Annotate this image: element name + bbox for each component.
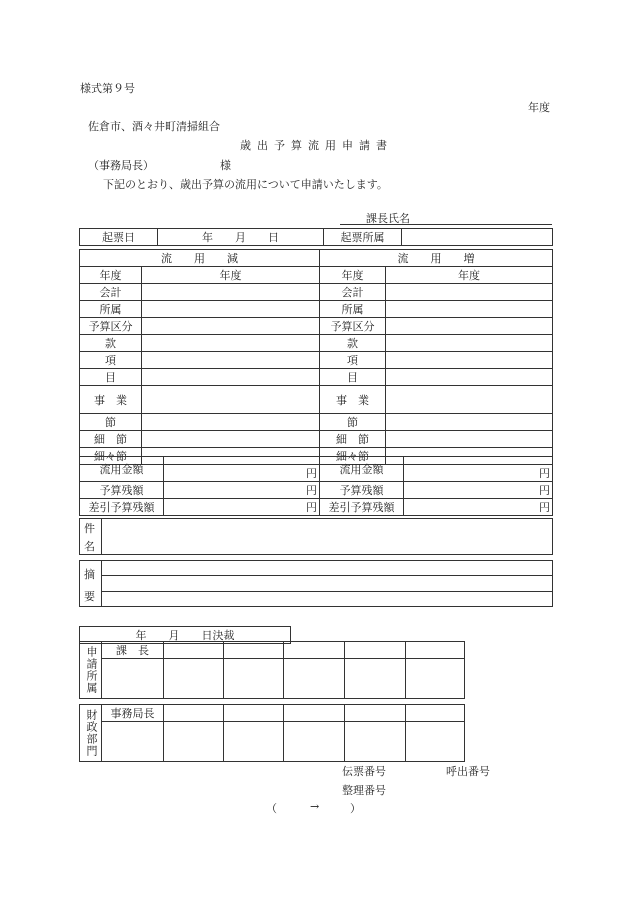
applicant-stamp-2[interactable] xyxy=(224,642,284,659)
applicant-stamp-4[interactable] xyxy=(345,642,406,659)
increase-year-field[interactable]: 年度 xyxy=(386,267,553,284)
decrease-dept-field[interactable] xyxy=(142,301,320,318)
decrease-net-balance-field[interactable]: 円 xyxy=(164,499,320,516)
finance-dept-label: 財政部門 xyxy=(85,709,98,757)
decrease-project-field[interactable] xyxy=(142,386,320,414)
fiscal-year-label: 年度 xyxy=(528,101,550,114)
increase-sub-setsu-field[interactable] xyxy=(386,431,553,448)
increase-dept-label: 所属 xyxy=(320,301,386,318)
decrease-kan-label: 款 xyxy=(80,335,142,352)
range-arrow: → xyxy=(310,800,320,813)
range-close-paren: ） xyxy=(350,802,361,815)
increase-budget-balance-field[interactable]: 円 xyxy=(404,482,553,499)
applicant-approval-table xyxy=(79,641,465,699)
decrease-sub-setsu-field[interactable] xyxy=(142,431,320,448)
draft-dept-label: 起票所属 xyxy=(324,229,402,246)
bureau-chief-stamp[interactable] xyxy=(102,722,164,762)
decrease-transfer-amount-field[interactable]: 円 xyxy=(164,457,320,482)
increase-subsub-setsu-label: 細々節 xyxy=(320,448,386,465)
decrease-year-label: 年度 xyxy=(80,267,142,284)
decrease-budget-class-field[interactable] xyxy=(142,318,320,335)
increase-budget-class-label: 予算区分 xyxy=(320,318,386,335)
increase-setsu-field[interactable] xyxy=(386,414,553,431)
applicant-stamp-1[interactable] xyxy=(164,642,224,659)
finance-seal-3[interactable] xyxy=(284,722,345,762)
increase-project-field[interactable] xyxy=(386,386,553,414)
increase-account-label: 会計 xyxy=(320,284,386,301)
increase-moku-field[interactable] xyxy=(386,369,553,386)
subject-divider xyxy=(101,518,102,555)
applicant-seal-2[interactable] xyxy=(224,659,284,699)
decrease-account-label: 会計 xyxy=(80,284,142,301)
draft-date-field[interactable]: 年 月 日 xyxy=(158,229,324,246)
increase-net-balance-label: 差引予算残額 xyxy=(320,499,404,516)
increase-project-label: 事 業 xyxy=(320,386,386,414)
increase-account-field[interactable] xyxy=(386,284,553,301)
voucher-number-label: 伝票番号 xyxy=(342,765,386,778)
applicant-seal-5[interactable] xyxy=(406,659,465,699)
section-chief-stamp[interactable] xyxy=(102,659,164,699)
decrease-budget-balance-label: 予算残額 xyxy=(80,482,164,499)
increase-transfer-amount-field[interactable]: 円 xyxy=(404,457,553,482)
increase-moku-label: 目 xyxy=(320,369,386,386)
increase-header: 流 用 増 xyxy=(320,250,553,267)
decrease-header: 流 用 減 xyxy=(80,250,320,267)
summary-label-2: 要 xyxy=(84,590,95,603)
organization-name: 佐倉市、酒々井町清掃組合 xyxy=(88,120,220,133)
decrease-project-label: 事 業 xyxy=(80,386,142,414)
increase-budget-balance-label: 予算残額 xyxy=(320,482,404,499)
increase-year-label: 年度 xyxy=(320,267,386,284)
decrease-setsu-label: 節 xyxy=(80,414,142,431)
finance-seal-4[interactable] xyxy=(345,722,406,762)
finance-seal-2[interactable] xyxy=(224,722,284,762)
increase-budget-class-field[interactable] xyxy=(386,318,553,335)
call-number-label: 呼出番号 xyxy=(446,765,490,778)
decrease-transfer-amount-label: 流用金額 xyxy=(80,457,164,482)
decrease-setsu-field[interactable] xyxy=(142,414,320,431)
summary-divider xyxy=(101,560,102,607)
finance-stamp-1[interactable] xyxy=(164,705,224,722)
transfer-table xyxy=(79,249,553,465)
increase-kou-label: 項 xyxy=(320,352,386,369)
finance-stamp-4[interactable] xyxy=(345,705,406,722)
increase-kan-label: 款 xyxy=(320,335,386,352)
applicant-seal-3[interactable] xyxy=(284,659,345,699)
document-title: 歳出予算流用申請書 xyxy=(240,139,393,152)
decrease-account-field[interactable] xyxy=(142,284,320,301)
increase-sub-setsu-label: 細 節 xyxy=(320,431,386,448)
decrease-budget-class-label: 予算区分 xyxy=(80,318,142,335)
applicant-seal-4[interactable] xyxy=(345,659,406,699)
decrease-net-balance-label: 差引予算残額 xyxy=(80,499,164,516)
increase-kou-field[interactable] xyxy=(386,352,553,369)
applicant-seal-1[interactable] xyxy=(164,659,224,699)
applicant-dept-label: 申請所属 xyxy=(85,646,98,694)
finance-seal-5[interactable] xyxy=(406,722,465,762)
decrease-year-field[interactable]: 年度 xyxy=(142,267,320,284)
finance-seal-1[interactable] xyxy=(164,722,224,762)
decrease-subsub-setsu-label: 細々節 xyxy=(80,448,142,465)
applicant-stamp-3[interactable] xyxy=(284,642,345,659)
applicant-stamp-5[interactable] xyxy=(406,642,465,659)
decrease-budget-balance-field[interactable]: 円 xyxy=(164,482,320,499)
subject-field[interactable] xyxy=(104,520,550,553)
increase-transfer-amount-label: 流用金額 xyxy=(320,457,404,482)
summary-label-1: 摘 xyxy=(84,568,95,581)
amount-table xyxy=(79,456,553,516)
decrease-kou-label: 項 xyxy=(80,352,142,369)
draft-info-table xyxy=(79,228,553,246)
finance-stamp-5[interactable] xyxy=(406,705,465,722)
subject-label-2: 名 xyxy=(84,540,95,553)
decrease-moku-field[interactable] xyxy=(142,369,320,386)
increase-dept-field[interactable] xyxy=(386,301,553,318)
finance-stamp-3[interactable] xyxy=(284,705,345,722)
honorific: 様 xyxy=(220,159,231,172)
draft-date-label: 起票日 xyxy=(80,229,158,246)
form-number: 様式第９号 xyxy=(80,82,135,95)
finance-stamp-2[interactable] xyxy=(224,705,284,722)
finance-approval-table xyxy=(79,704,465,762)
subject-label-1: 件 xyxy=(84,522,95,535)
decision-date: 年 月 日決裁 xyxy=(80,627,291,644)
range-open-paren: （ xyxy=(266,802,277,815)
intro-text: 下記のとおり、歳出予算の流用について申請いたします。 xyxy=(103,178,388,191)
addressee: （事務局長） xyxy=(88,159,154,172)
decrease-kan-field[interactable] xyxy=(142,335,320,352)
decrease-sub-setsu-label: 細 節 xyxy=(80,431,142,448)
draft-dept-field[interactable] xyxy=(402,229,553,246)
reference-number-label: 整理番号 xyxy=(342,784,386,797)
summary-field[interactable] xyxy=(104,562,550,605)
decrease-kou-field[interactable] xyxy=(142,352,320,369)
increase-net-balance-field[interactable]: 円 xyxy=(404,499,553,516)
bureau-chief-label: 事務局長 xyxy=(102,705,164,722)
section-chief-label: 課 長 xyxy=(102,642,164,659)
manager-name-line xyxy=(340,224,552,225)
increase-setsu-label: 節 xyxy=(320,414,386,431)
increase-kan-field[interactable] xyxy=(386,335,553,352)
manager-name-label: 課長氏名 xyxy=(366,212,410,225)
decrease-moku-label: 目 xyxy=(80,369,142,386)
decrease-dept-label: 所属 xyxy=(80,301,142,318)
